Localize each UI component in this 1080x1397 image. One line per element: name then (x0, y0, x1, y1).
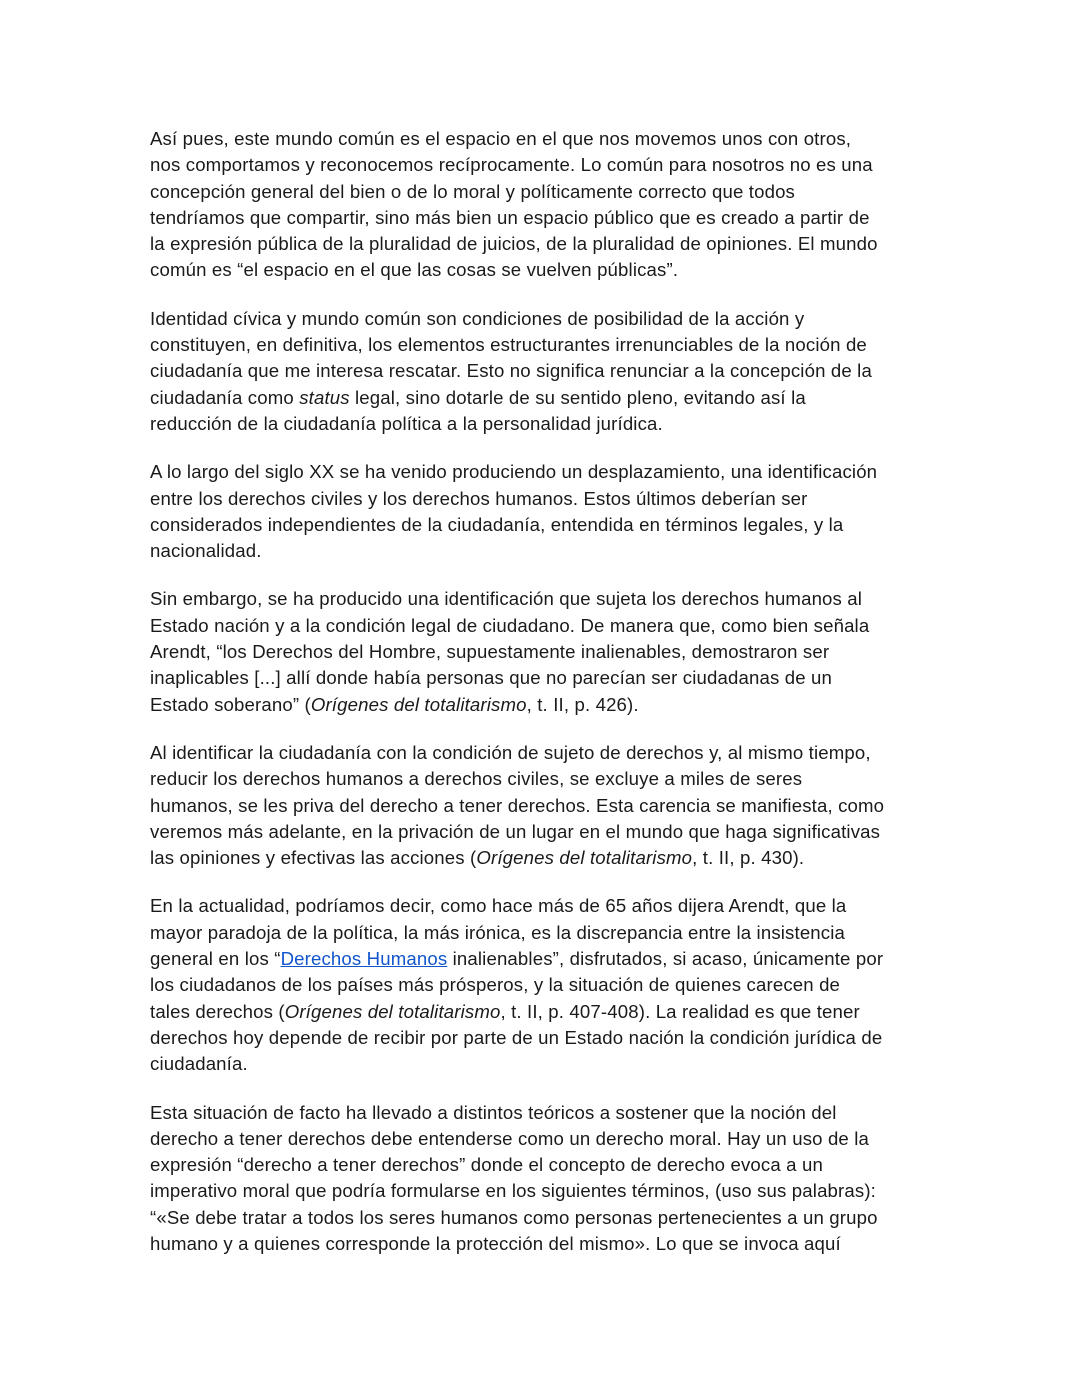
text-run: Así pues, este mundo común es el espacio en el que nos movemos unos con otros, (150, 128, 852, 149)
text-run: , t. II, p. 407-408). La realidad es que tener (500, 1000, 860, 1022)
text-line (150, 538, 940, 564)
text-line (150, 1100, 940, 1126)
text-run: veremos más adelante, en la privación de un lugar en el mundo que haga significativas (150, 820, 881, 842)
paragraph (150, 126, 940, 284)
paragraph (150, 306, 940, 437)
text-run: expresión “derecho a tener derechos” donde el concepto de derecho evoca a un (150, 1154, 823, 1176)
text-run: mayor paradoja de la política, la más irónica, es la discrepancia entre la insistencia (150, 921, 846, 943)
text-line (150, 358, 940, 384)
text-run: En la actualidad, podríamos decir, como hace más de 65 años dijera Arendt, que la (150, 895, 847, 917)
text-run: Al identificar la ciudadanía con la condición de sujeto de derechos y, al mismo tiempo, (150, 741, 871, 763)
text-line (150, 1205, 940, 1231)
text-line (150, 893, 940, 919)
text-run: ciudadanía como (150, 386, 300, 408)
text-line (150, 306, 940, 332)
text-line (150, 459, 940, 485)
text-line (150, 486, 940, 512)
italic-text: Orígenes del totalitarismo (284, 1000, 501, 1022)
text-run: inalienables”, disfrutados, si acaso, únicamente por (447, 948, 884, 970)
text-line (150, 920, 940, 946)
text-line (150, 692, 940, 718)
text-run: la expresión pública de la pluralidad de juicios, de la pluralidad de opiniones. El mundo (150, 233, 878, 255)
text-run: A lo largo del siglo XX se ha venido produciendo un desplazamiento, una identificación (150, 461, 878, 483)
text-run: “«Se debe tratar a todos los seres humanos como personas pertenecientes a un grupo (150, 1206, 878, 1228)
text-line (150, 946, 940, 972)
text-line (150, 1051, 940, 1077)
text-run: , t. II, p. 430). (692, 847, 805, 869)
text-line (150, 385, 940, 411)
text-line (150, 257, 940, 283)
text-run: Estado soberano” ( (150, 693, 311, 715)
text-run: , t. II, p. 426). (526, 693, 639, 715)
text-line (150, 1025, 940, 1051)
text-run: tales derechos ( (150, 1000, 285, 1022)
text-line (150, 586, 940, 612)
text-run: nacionalidad. (150, 540, 262, 562)
text-line (150, 665, 940, 691)
text-line (150, 512, 940, 538)
italic-text: Orígenes del totalitarismo (476, 847, 693, 869)
text-run: tendríamos que compartir, sino más bien un espacio público que es creado a partir de (150, 206, 870, 228)
text-run: derecho a tener derechos debe entenderse como un derecho moral. Hay un uso de la (150, 1127, 870, 1149)
text-run: legal, sino dotarle de su sentido pleno, evitando así la (349, 386, 806, 408)
text-line (150, 793, 940, 819)
text-run: las opiniones y efectivas las acciones ( (150, 847, 477, 869)
text-run: reducción de la ciudadanía política a la personalidad jurídica. (150, 412, 663, 434)
text-run: Arendt, “los Derechos del Hombre, supuestamente inalienables, demostraron ser (150, 641, 830, 663)
text-line (150, 639, 940, 665)
text-line (150, 205, 940, 231)
text-run: concepción general del bien o de lo moral y políticamente correcto que todos (150, 180, 796, 202)
paragraph (150, 586, 940, 717)
text-run: entre los derechos civiles y los derechos humanos. Estos últimos deberían ser (150, 487, 808, 509)
text-run: Identidad cívica y mundo común son condiciones de posibilidad de la acción y (150, 307, 805, 329)
text-line (150, 613, 940, 639)
text-run: inaplicables [...] allí donde había personas que no parecían ser ciudadanas de un (150, 667, 832, 689)
text-run: Esta situación de facto ha llevado a distintos teóricos a sostener que la noción del (150, 1101, 837, 1123)
text-line (150, 740, 940, 766)
text-line (150, 126, 940, 152)
text-line (150, 1152, 940, 1178)
text-run: ciudadanía que me interesa rescatar. Esto no significa renunciar a la concepción de la (150, 360, 872, 382)
text-run: común es “el espacio en el que las cosas se vuelven públicas”. (150, 259, 679, 281)
text-line (150, 845, 940, 871)
text-run: Sin embargo, se ha producido una identificación que sujeta los derechos humanos al (150, 588, 863, 610)
text-run: reducir los derechos humanos a derechos civiles, se excluye a miles de seres (150, 768, 803, 790)
text-run: considerados independientes de la ciudadanía, entendida en términos legales, y la (150, 513, 844, 535)
paragraph (150, 893, 940, 1077)
text-line (150, 411, 940, 437)
text-run: los ciudadanos de los países más prósperos, y la situación de quienes carecen de (150, 974, 841, 996)
text-run: general en los “ (150, 948, 281, 970)
text-run: nos comportamos y reconocemos recíprocamente. Lo común para nosotros no es una (150, 154, 873, 176)
document-page (150, 126, 940, 1279)
paragraph (150, 740, 940, 871)
text-line (150, 179, 940, 205)
paragraph (150, 459, 940, 564)
text-line (150, 1126, 940, 1152)
text-run: ciudadanía. (150, 1053, 248, 1075)
text-line (150, 1231, 940, 1257)
text-run: humanos, se les priva del derecho a tener derechos. Esta carencia se manifiesta, como (150, 794, 885, 816)
text-line (150, 332, 940, 358)
text-run: constituyen, en definitiva, los elementos estructurantes irrenunciables de la noción de (150, 334, 867, 356)
paragraph (150, 1100, 940, 1258)
text-line (150, 972, 940, 998)
text-run: humano y a quienes corresponde la protección del mismo». Lo que se invoca aquí (150, 1232, 841, 1254)
italic-text: status (299, 386, 350, 408)
text-line (150, 819, 940, 845)
text-run: imperativo moral que podría formularse en los siguientes términos, (uso sus palabras): (150, 1180, 876, 1202)
text-line (150, 1178, 940, 1204)
text-line (150, 766, 940, 792)
text-run: derechos hoy depende de recibir por parte de un Estado nación la condición jurídica de (150, 1026, 883, 1048)
text-line (150, 231, 940, 257)
text-line (150, 999, 940, 1025)
derechos-humanos-link[interactable]: Derechos Humanos (280, 948, 448, 970)
text-run: Estado nación y a la condición legal de ciudadano. De manera que, como bien señala (150, 614, 870, 636)
italic-text: Orígenes del totalitarismo (310, 693, 527, 715)
text-line (150, 152, 940, 178)
